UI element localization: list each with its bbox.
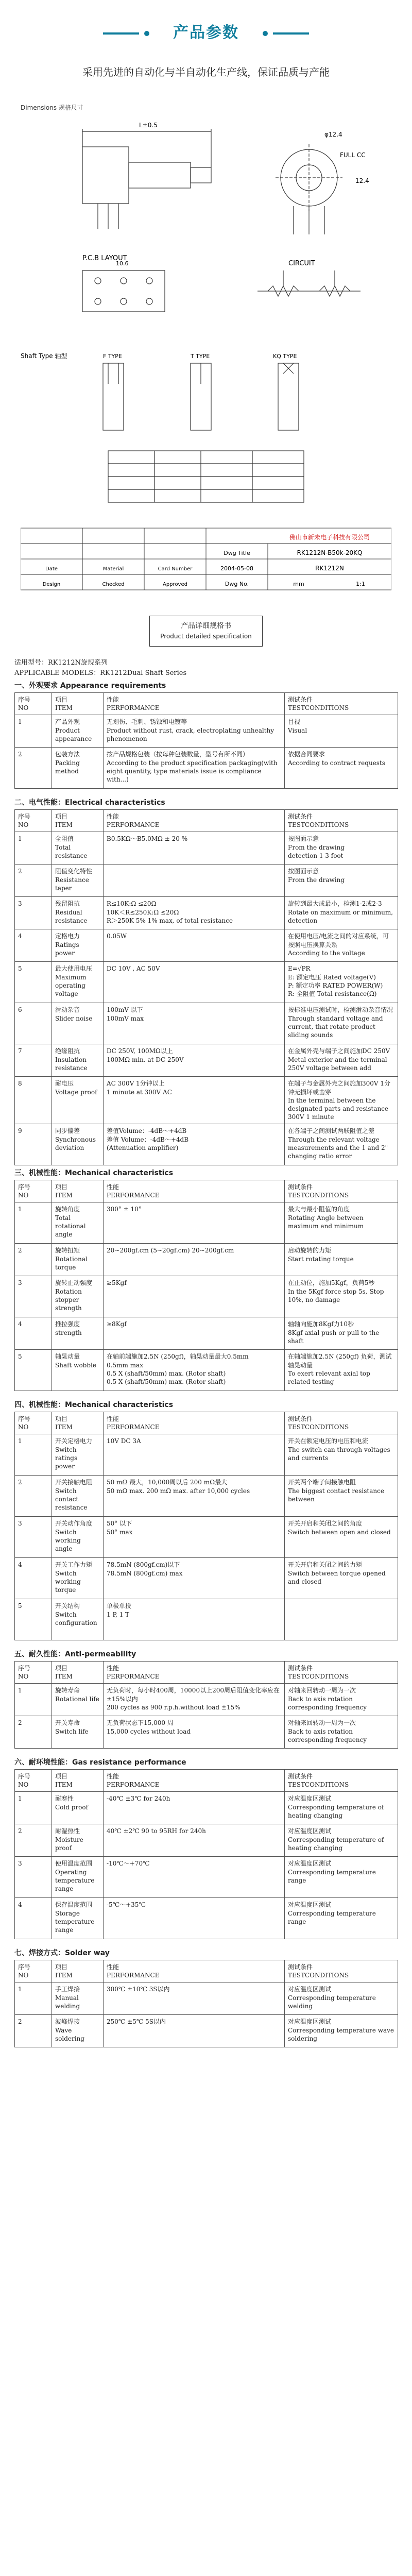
pcb-layout-label: P.C.B LAYOUT [82, 255, 127, 262]
table-row [15, 1792, 398, 1824]
shaft-type-label: Shaft Type 轴型 [21, 352, 67, 360]
cell-cond: 在金属外壳与端子之间施加DC 250V Metal exterior and the terminal 250V voltage between add [285, 1044, 398, 1077]
full-label: FULL CC [340, 151, 366, 159]
cell-perf: 78.5mN (800gf.cm)以下 78.5mN (800gf.cm) max [104, 1558, 285, 1599]
col-card-number: Card Number [158, 566, 193, 572]
cell-cond: 按标准电压测试时，检测滑动杂音情况 Through standard voltage and current, that rotate product sliding sounds [285, 1003, 398, 1044]
cell-item: 使用温度范围 Operating temperature range [52, 1857, 104, 1898]
table-header-row [15, 1960, 398, 1982]
cell-cond: 对应温度区测试 Corresponding temperature range [285, 1898, 398, 1939]
header-no: 序号 NO [15, 1180, 52, 1202]
section-title: 六、耐环境性能：Gas resistance performance [14, 1758, 186, 1767]
cell-cond: 对应温度区测试 Corresponding temperature welding [285, 1982, 398, 2015]
cell-item: 旋转角度 Total rotational angle [52, 1202, 104, 1244]
cell-cond: 目视 Visual [285, 715, 398, 748]
header-cond: 测试条件 TESTCONDITIONS [285, 1960, 398, 1982]
cell-no: 3 [15, 1276, 52, 1317]
cell-perf: 300° ± 10° [104, 1202, 285, 1244]
dimensions-label: Dimensions 规格尺寸 [21, 104, 83, 111]
spec-title-box [149, 616, 263, 647]
cell-cond: 在使用电压/电流之间的对应系统，可按照电压换算关系 According to the voltage [285, 929, 398, 962]
cell-item: 耐寒性 Cold proof [52, 1792, 104, 1824]
cell-item: 阻值变化特性 Resistance taper [52, 865, 104, 897]
cell-perf: 无负荷状态下15,000 周 15,000 cycles without load [104, 1716, 285, 1749]
spec-table [14, 1412, 398, 1640]
header-no: 序号 NO [15, 1662, 52, 1684]
cell-item: 波峰焊接 Wave soldering [52, 2015, 104, 2047]
header-no: 序号 NO [15, 1412, 52, 1434]
header-perf: 性能 PERFORMANCE [104, 693, 285, 715]
table-row [15, 1003, 398, 1044]
cell-item: 最大使用电压 Maximum operating voltage [52, 962, 104, 1003]
header-perf: 性能 PERFORMANCE [104, 1770, 285, 1792]
cell-no: 4 [15, 929, 52, 962]
title-block [21, 523, 391, 595]
dim-diameter: φ12.4 [324, 131, 342, 138]
cell-cond: 开关开启和关闭之间的角度 Switch between open and closed [285, 1517, 398, 1558]
cell-cond: 对应温度区测试 Corresponding temperature of heating changing [285, 1824, 398, 1857]
section-title: 四、机械性能：Mechanical characteristics [14, 1401, 174, 1409]
cell-item: 开关定格电力 Switch ratings power [52, 1434, 104, 1476]
col-checked: Checked [102, 582, 125, 587]
cell-perf: ≥5Kgf [104, 1276, 285, 1317]
table-header-row [15, 1770, 398, 1792]
table-header-row [15, 1412, 398, 1434]
cell-perf: 20~200gf.cm (5~20gf.cm) 20~200gf.cm [104, 1244, 285, 1276]
cell-item: 残留阻抗 Residual resistance [52, 897, 104, 929]
cell-no: 2 [15, 748, 52, 789]
cell-cond: 旋转到最大或最小，检测1-2或2-3 Rotate on maximum or minimum, detection [285, 897, 398, 929]
header-item: 项目 ITEM [52, 1412, 104, 1434]
cell-item: 绝缘阻抗 Insulation resistance [52, 1044, 104, 1077]
cell-no: 4 [15, 1317, 52, 1350]
cell-perf: 100mV 以下 100mV max [104, 1003, 285, 1044]
cell-cond: 对轴来回转动一周为一次 Back to axis rotation corresponding frequency [285, 1716, 398, 1749]
cell-item: 开关寿命 Switch life [52, 1716, 104, 1749]
cell-cond: 在轴端施加2.5N (250gf) 负荷，测试轴晃动量 To exert relevant axial top related testing [285, 1350, 398, 1391]
table-row [15, 865, 398, 897]
cell-no: 3 [15, 1517, 52, 1558]
table-row [15, 929, 398, 962]
cell-perf: 按产品规格包装（按每种包装数量，型号有所不同） According to the product specification packaging(with eight quantity, type materials issue is compliance with...) [104, 748, 285, 789]
cell-item: 手工焊接 Manual welding [52, 1982, 104, 2015]
header-no: 序号 NO [15, 1960, 52, 1982]
cell-no: 2 [15, 1716, 52, 1749]
header-perf: 性能 PERFORMANCE [104, 1662, 285, 1684]
cell-cond: 在各端子之间测试两联阻值之差 Through the relevant voltage measurements and the 1 and 2" changing ratio error [285, 1124, 398, 1165]
section-title: 七、焊接方式：Solder way [14, 1949, 110, 1957]
header-cond: 测试条件 TESTCONDITIONS [285, 810, 398, 832]
table-row [15, 1684, 398, 1716]
cell-item: 包装方法 Packing method [52, 748, 104, 789]
cell-no: 1 [15, 1434, 52, 1476]
col-design: Design [42, 582, 61, 587]
cell-perf: 无负荷时，每小时400周，10000以上200周后阻值变化率应在±15%以内 200 cycles as 900 r.p.h.without load ±15% [104, 1684, 285, 1716]
cell-no: 3 [15, 1857, 52, 1898]
cell-cond: 开关开启和关闭之间的力矩 Switch between torque opened and closed [285, 1558, 398, 1599]
cell-perf: 50° 以下 50° max [104, 1517, 285, 1558]
cell-no: 1 [15, 832, 52, 865]
cell-item: 耐湿热性 Moisture proof [52, 1824, 104, 1857]
header-item: 项目 ITEM [52, 1960, 104, 1982]
cell-cond: 对应温度区测试 Corresponding temperature of heating changing [285, 1792, 398, 1824]
header-item: 项目 ITEM [52, 810, 104, 832]
cell-perf: ≥8Kgf [104, 1317, 285, 1350]
right-decoration-icon [258, 30, 309, 37]
header-item: 项目 ITEM [52, 693, 104, 715]
cell-no: 5 [15, 1599, 52, 1640]
cell-no: 5 [15, 962, 52, 1003]
cell-item: 推拉强度 strength [52, 1317, 104, 1350]
table-row [15, 1124, 398, 1165]
header-cond: 测试条件 TESTCONDITIONS [285, 693, 398, 715]
cell-item: 旋转扭矩 Rotational torque [52, 1244, 104, 1276]
header-banner [0, 0, 412, 98]
cell-perf: R≤10K:Ω ≤20Ω 10K＜R≤250K:Ω ≤20Ω R＞250K 5% 1% max, of total resistance [104, 897, 285, 929]
dim-length: L±0.5 [139, 122, 158, 129]
cell-no: 5 [15, 1350, 52, 1391]
cell-item: 保存温度范围 Storage temperature range [52, 1898, 104, 1939]
table-header-row [15, 810, 398, 832]
applies-en: APPLICABLE MODELS：RK1212Dual Shaft Series [14, 669, 187, 677]
cell-cond: E=√PR E: 额定电压 Rated voltage(V) P: 额定功率 RATED POWER(W) R: 全阻值 Total resistance(Ω) [285, 962, 398, 1003]
cell-cond: 在端子与金属外壳之间施加300V 1分钟无损坏或击穿 In the terminal between the designated parts and resistance 300V 1 minute [285, 1077, 398, 1124]
cell-perf: AC 300V 1分钟以上 1 minute at 300V AC [104, 1077, 285, 1124]
cell-cond [285, 1599, 398, 1640]
cell-perf: B0.5KΩ～B5.0MΩ ± 20 % [104, 832, 285, 865]
header-perf: 性能 PERFORMANCE [104, 1412, 285, 1434]
table-row [15, 1044, 398, 1077]
cell-no: 4 [15, 1558, 52, 1599]
cell-no: 1 [15, 1792, 52, 1824]
cell-no: 7 [15, 1044, 52, 1077]
cell-cond: 在止动位，施加5Kgf，负荷5秒 In the 5Kgf force stop 5s, Stop 10%, no damage [285, 1276, 398, 1317]
circuit-label: CIRCUIT [288, 260, 315, 267]
table-row [15, 1244, 398, 1276]
section-title: 一、外观要求 Appearance requirements [14, 682, 166, 690]
table-row [15, 1517, 398, 1558]
dim-pcb: 10.6 [116, 260, 129, 267]
page-subtitle: 采用先进的自动化与半自动化生产线，保证品质与产能 [82, 66, 330, 78]
cell-item: 开关接触电阻 Switch contact resistance [52, 1476, 104, 1517]
table-header-row [15, 693, 398, 715]
cell-cond: 依据合同要求 According to contract requests [285, 748, 398, 789]
shaft-kq-label: KQ TYPE [273, 353, 297, 360]
section-title: 二、电气性能：Electrical characteristics [14, 799, 165, 807]
shaft-t-label: T TYPE [191, 353, 210, 360]
company-name: 佛山市新未电子科技有限公司 [289, 534, 370, 541]
table-row [15, 1824, 398, 1857]
cell-no: 3 [15, 897, 52, 929]
cell-item: 开关动作角度 Switch working angle [52, 1517, 104, 1558]
table-row [15, 1558, 398, 1599]
section-title: 五、耐久性能：Anti-permeability [14, 1650, 136, 1658]
table-row [15, 1599, 398, 1640]
spec-title-en: Product detailed specification [160, 633, 252, 640]
cell-perf: 10V DC 3A [104, 1434, 285, 1476]
cell-item: 同步偏差 Synchronous deviation [52, 1124, 104, 1165]
table-row [15, 962, 398, 1003]
header-perf: 性能 PERFORMANCE [104, 810, 285, 832]
dwg-no: RK1212N [315, 565, 344, 572]
cell-perf: -10℃～+70℃ [104, 1857, 285, 1898]
header-item: 项目 ITEM [52, 1770, 104, 1792]
table-row [15, 1476, 398, 1517]
table-row [15, 1350, 398, 1391]
header-cond: 测试条件 TESTCONDITIONS [285, 1180, 398, 1202]
spec-table [14, 692, 398, 789]
table-header-row [15, 1662, 398, 1684]
header-cond: 测试条件 TESTCONDITIONS [285, 1412, 398, 1434]
dwg-no-label: Dwg No. [225, 581, 249, 587]
cell-no: 1 [15, 1684, 52, 1716]
cell-perf: -40℃ ±3℃ for 240h [104, 1792, 285, 1824]
cell-perf: DC 250V, 100MΩ以上 100MΩ min. at DC 250V [104, 1044, 285, 1077]
cell-perf [104, 865, 285, 897]
table-row [15, 1077, 398, 1124]
unit-value: mm [293, 581, 304, 587]
table-row [15, 1276, 398, 1317]
scale-value: 1:1 [356, 581, 365, 587]
table-row [15, 1898, 398, 1939]
cell-no: 2 [15, 1476, 52, 1517]
cell-no: 2 [15, 865, 52, 897]
cell-cond: 最大与最小阻值的角度 Rotating Angle between maximum and minimum [285, 1202, 398, 1244]
cell-no: 8 [15, 1077, 52, 1124]
cell-perf: 单极单投 1 P, 1 T [104, 1599, 285, 1640]
cell-no: 4 [15, 1898, 52, 1939]
header-no: 序号 NO [15, 1770, 52, 1792]
cell-item: 开关结构 Switch configuration [52, 1599, 104, 1640]
cell-item: 定格电力 Ratings power [52, 929, 104, 962]
cell-perf: -5℃～+35℃ [104, 1898, 285, 1939]
cell-no: 1 [15, 1202, 52, 1244]
spec-table [14, 1960, 398, 2047]
col-date: Date [45, 566, 58, 572]
cell-item: 滑动杂音 Slider noise [52, 1003, 104, 1044]
header-cond: 测试条件 TESTCONDITIONS [285, 1770, 398, 1792]
col-material: Material [102, 566, 124, 572]
cell-no: 2 [15, 1824, 52, 1857]
cell-item: 产品外观 Product appearance [52, 715, 104, 748]
cell-cond: 开关在额定电压的电压和电流 The switch can through voltages and currents [285, 1434, 398, 1476]
table-row [15, 897, 398, 929]
table-row [15, 1202, 398, 1244]
header-item: 项目 ITEM [52, 1662, 104, 1684]
cell-perf: 在轴前端施加2.5N (250gf)，轴晃动量最大0.5mm 0.5mm max 0.5 X (shaft/50mm) max. (Rotor shaft) 0.5 X (shaft/50mm) max. (Rotor shaft) [104, 1350, 285, 1391]
spec-table [14, 809, 398, 1165]
page-title: 产品参数 [173, 24, 239, 42]
header-perf: 性能 PERFORMANCE [104, 1180, 285, 1202]
header-no: 序号 NO [15, 810, 52, 832]
cell-cond: 按图面示意 From the drawing [285, 865, 398, 897]
table-row [15, 1982, 398, 2015]
cell-cond: 按图面示意 From the drawing detection 1 3 foot [285, 832, 398, 865]
cell-perf: 无划伤、毛刺、锈蚀和电镀等 Product without rust, crack, electroplating unhealthy phenomenon [104, 715, 285, 748]
cell-no: 9 [15, 1124, 52, 1165]
cell-item: 开关工作力矩 Switch working torque [52, 1558, 104, 1599]
section-title: 三、机械性能：Mechanical characteristics [14, 1169, 174, 1177]
dim-front: 12.4 [355, 177, 369, 184]
cell-item: 轴晃动量 Shaft wobble [52, 1350, 104, 1391]
table-row [15, 1434, 398, 1476]
left-decoration-icon [103, 30, 154, 37]
table-row [15, 1716, 398, 1749]
header-no: 序号 NO [15, 693, 52, 715]
shaft-f-label: F TYPE [103, 353, 122, 360]
header-item: 项目 ITEM [52, 1180, 104, 1202]
table-row [15, 2015, 398, 2047]
cell-cond: 开关两个端子间接触电阻 The biggest contact resistance between [285, 1476, 398, 1517]
cell-perf: 差值Volume：-4dB～+4dB 差值 Volume：-4dB～+4dB (Attenuation amplifier) [104, 1124, 285, 1165]
table-row [15, 748, 398, 789]
cell-cond: 启动旋转的力矩 Start rotating torque [285, 1244, 398, 1276]
cell-no: 1 [15, 1982, 52, 2015]
dwg-title-label: Dwg Title [224, 550, 250, 556]
table-row [15, 715, 398, 748]
dwg-title: RK1212N-B50k-20KQ [297, 549, 363, 556]
cell-perf: DC 10V , AC 50V [104, 962, 285, 1003]
cell-cond: 对应温度区测试 Corresponding temperature range [285, 1857, 398, 1898]
cell-item: 全阻值 Total resistance [52, 832, 104, 865]
table-row [15, 1857, 398, 1898]
table-row [15, 1317, 398, 1350]
table-row [15, 832, 398, 865]
cell-no: 6 [15, 1003, 52, 1044]
table-header-row [15, 1180, 398, 1202]
cell-perf: 300℃ ±10℃ 3S以内 [104, 1982, 285, 2015]
technical-drawing [21, 116, 391, 507]
cell-perf: 40℃ ±2℃ 90 to 95RH for 240h [104, 1824, 285, 1857]
cell-no: 2 [15, 1244, 52, 1276]
spec-title-cn: 产品详细规格书 [181, 622, 231, 630]
spec-table [14, 1180, 398, 1391]
cell-cond: 轴轴向施加8Kgf力10秒 8Kgf axial push or pull to the shaft [285, 1317, 398, 1350]
header-perf: 性能 PERFORMANCE [104, 1960, 285, 1982]
col-approved: Approved [163, 582, 187, 587]
header-cond: 测试条件 TESTCONDITIONS [285, 1662, 398, 1684]
cell-item: 旋转止动强度 Rotation stopper strength [52, 1276, 104, 1317]
cell-cond: 对轴来回转动一周为一次 Back to axis rotation corresponding frequency [285, 1684, 398, 1716]
spec-table [14, 1661, 398, 1749]
cell-perf: 50 mΩ 最大，10,000周以后 200 mΩ最大 50 mΩ max. 200 mΩ max. after 10,000 cycles [104, 1476, 285, 1517]
cell-no: 2 [15, 2015, 52, 2047]
cell-perf: 250℃ ±5℃ 5S以内 [104, 2015, 285, 2047]
applies-cn: 适用型号：RK1212N旋规系列 [14, 659, 108, 667]
cell-item: 耐电压 Voltage proof [52, 1077, 104, 1124]
cell-item: 旋转寿命 Rotational life [52, 1684, 104, 1716]
cell-no: 1 [15, 715, 52, 748]
cell-cond: 对应温度区测试 Corresponding temperature wave soldering [285, 2015, 398, 2047]
dwg-date: 2004-05-08 [220, 565, 253, 572]
cell-perf: 0.05W [104, 929, 285, 962]
spec-table [14, 1769, 398, 1939]
